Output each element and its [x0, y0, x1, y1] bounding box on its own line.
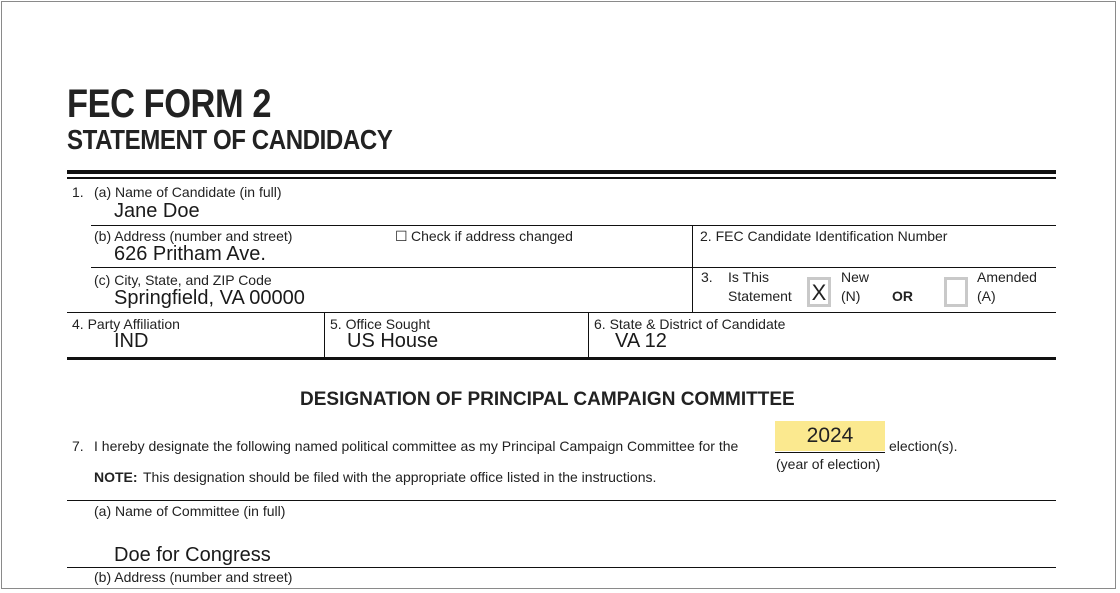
committee-name-label: (a) Name of Committee (in full)	[94, 503, 286, 519]
divider-sections-2-3	[692, 225, 693, 313]
candidate-name-field[interactable]: Jane Doe	[114, 200, 200, 222]
office-sought-label: 5. Office Sought	[330, 316, 431, 332]
statement-type-label-1: Is This	[728, 269, 769, 285]
state-district-field[interactable]: VA 12	[615, 330, 667, 352]
designation-heading: DESIGNATION OF PRINCIPAL CAMPAIGN COMMITTEE	[300, 389, 795, 410]
divider-4-5	[324, 312, 325, 357]
new-label-code: (N)	[841, 288, 861, 304]
candidate-city-field[interactable]: Springfield, VA 00000	[114, 287, 305, 309]
address-changed-checkbox[interactable]: ☐	[395, 228, 408, 244]
section7-number: 7.	[72, 438, 84, 454]
rule-2	[692, 267, 1056, 268]
statement-type-label-2: Statement	[728, 288, 792, 304]
candidate-city-label: (c) City, State, and ZIP Code	[94, 272, 272, 288]
or-label: OR	[892, 288, 913, 304]
party-affiliation-field[interactable]: IND	[114, 330, 149, 352]
candidate-address-label: (b) Address (number and street)	[94, 228, 293, 244]
form-title: FEC FORM 2	[67, 82, 272, 126]
committee-name-field[interactable]: Doe for Congress	[114, 544, 271, 566]
state-district-label: 6. State & District of Candidate	[594, 316, 786, 332]
address-changed-label: Check if address changed	[411, 228, 573, 244]
rule-1a	[91, 225, 1056, 226]
note-label: NOTE:	[94, 469, 138, 485]
rule-before-4	[67, 312, 1056, 313]
candidate-address-field[interactable]: 626 Pritham Ave.	[114, 243, 266, 265]
amended-label: Amended	[977, 269, 1037, 285]
year-underline	[775, 452, 885, 453]
rule-1b	[91, 267, 692, 268]
election-year-field[interactable]: 2024	[806, 424, 854, 447]
designation-statement: I hereby designate the following named political committee as my Principal Campaign Committee for the	[94, 438, 739, 454]
statement-end: election(s).	[889, 438, 958, 454]
divider-5-6	[588, 312, 589, 357]
amended-label-code: (A)	[977, 288, 996, 304]
fec-id-label: 2. FEC Candidate Identification Number	[700, 228, 948, 244]
section3-number: 3.	[701, 269, 713, 285]
header-rule-thick	[67, 170, 1056, 174]
rule-after-6	[67, 357, 1056, 360]
header-rule-thin	[67, 177, 1056, 179]
committee-address-label: (b) Address (number and street)	[94, 569, 293, 585]
new-label: New	[841, 269, 870, 285]
new-statement-checkbox[interactable]: X	[807, 277, 831, 307]
year-caption: (year of election)	[776, 456, 881, 472]
note-text: This designation should be filed with the appropriate office listed in the instructions.	[143, 469, 657, 485]
form-subtitle: STATEMENT OF CANDIDACY	[67, 124, 393, 155]
candidate-name-label: (a) Name of Candidate (in full)	[94, 184, 282, 200]
rule-before-7a	[67, 500, 1056, 501]
party-affiliation-label: 4. Party Affiliation	[72, 316, 180, 332]
office-sought-field[interactable]: US House	[347, 330, 439, 352]
section1-number: 1.	[72, 184, 84, 200]
amended-statement-checkbox[interactable]	[944, 277, 968, 307]
rule-7a	[67, 567, 1056, 568]
